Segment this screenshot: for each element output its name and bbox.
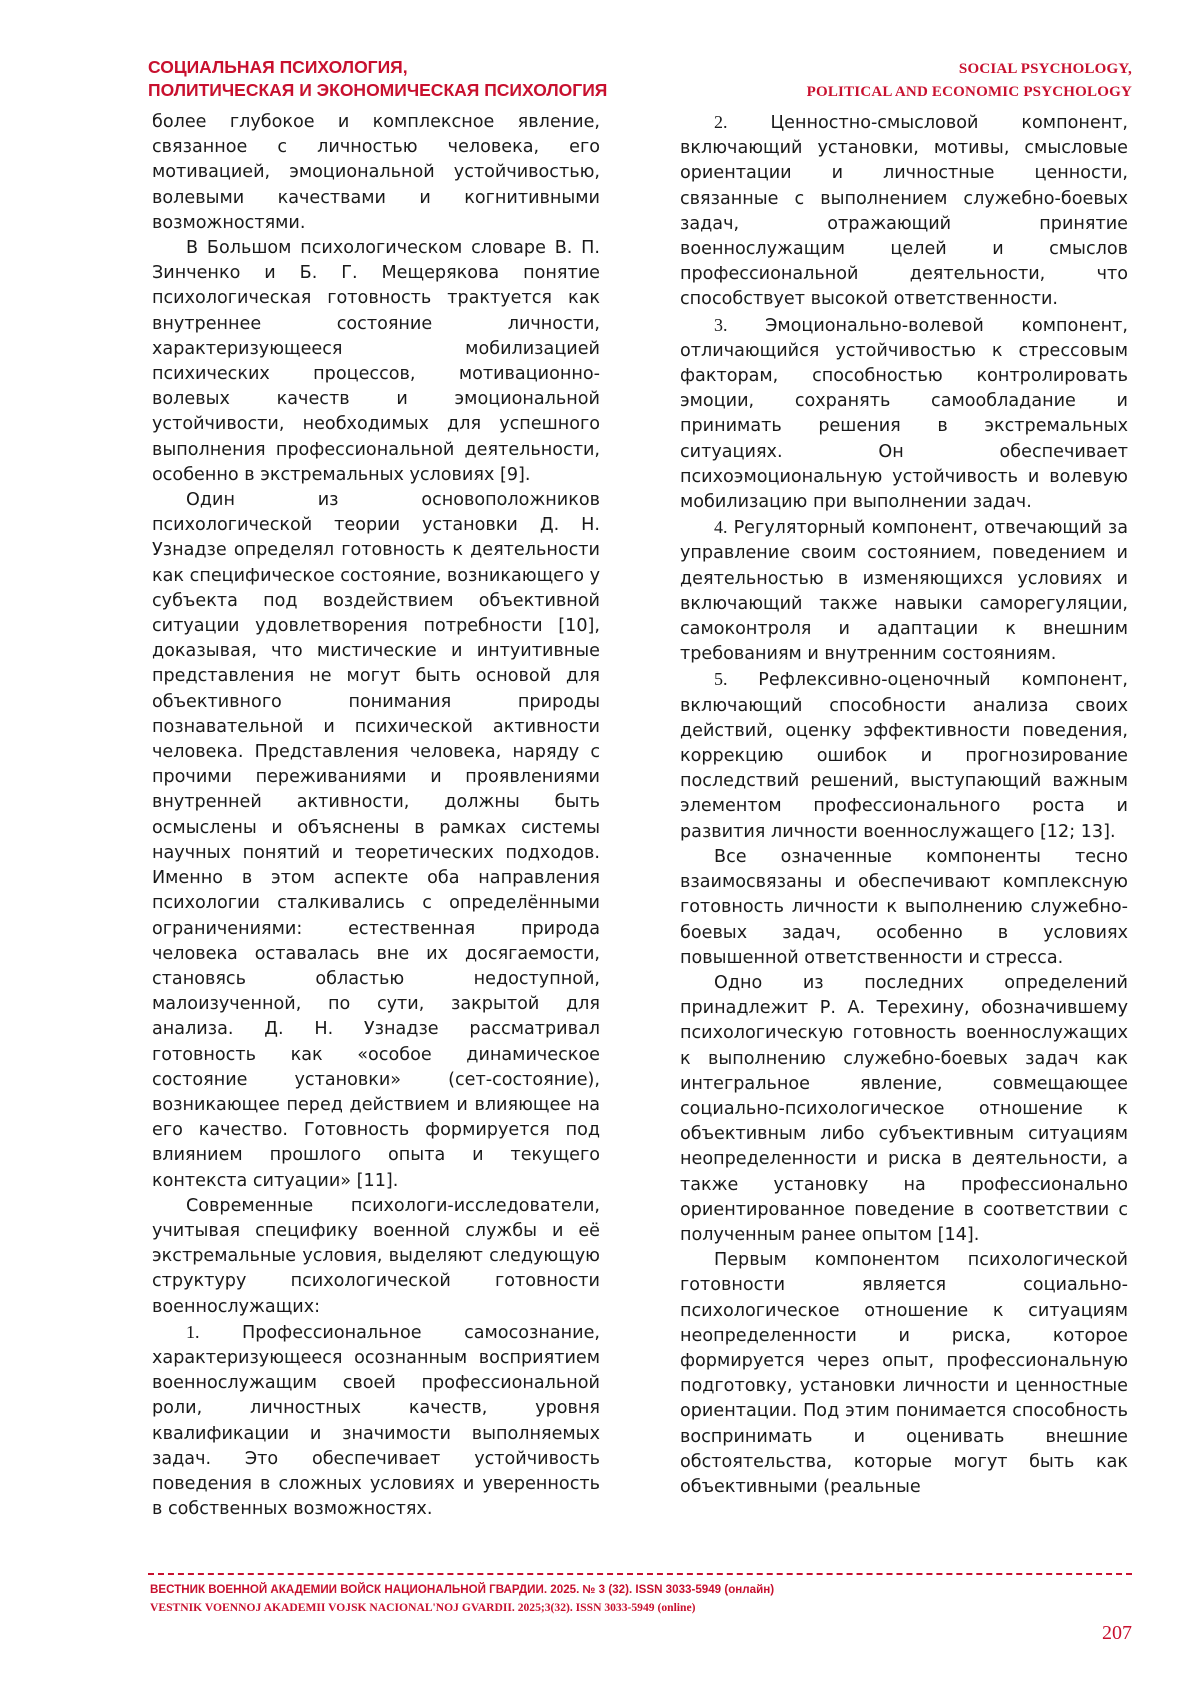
list-number: 2. xyxy=(714,112,728,132)
running-header-left xyxy=(148,56,607,102)
header-section-title-en-line1: SOCIAL PSYCHOLOGY, xyxy=(958,61,1132,77)
list-number: 5. xyxy=(714,669,728,690)
running-header-right xyxy=(807,58,1132,104)
paragraph xyxy=(152,236,600,488)
text-column-left xyxy=(152,110,600,1522)
paragraph-text: Рефлексивно-оценочный компонент, включающий способности анализа своих действий, оценку эффективности поведения, коррекцию ошибок и прогнозирование последствий решений, выступающий важным элементом профессионального роста и развития личности военнослужащего [12; 13]. xyxy=(680,670,1129,842)
paragraph xyxy=(152,110,600,236)
list-number: 4. xyxy=(714,517,728,538)
footer-divider xyxy=(148,1573,1132,1575)
paragraph-text: Профессиональное самосознание, характеризующееся осознанным восприятием военнослужащим своей профессиональной роли, личностных качеств, уровня квалификации и значимости выполняемых задач. Это обеспечивает устойчивость поведения в сложных условиях и уверенность в собственных возможностях. xyxy=(152,1322,601,1520)
paragraph xyxy=(152,1194,600,1320)
paragraph-text: Все означенные компоненты тесно взаимосвязаны и обеспечивают комплексную готовность личности к выполнению служебно-боевых задач, особенно в условиях повышенной ответственности и стресса. xyxy=(680,846,1128,968)
paragraph xyxy=(680,313,1128,516)
paragraph-text: Ценностно-смысловой компонент, включающий установки, мотивы, смысловые ориентации и личностные ценности, связанные с выполнением служебно-боевых задач, отражающий принятие военнослужащим целей и смыслов профессиональной деятельности, что способствует высокой ответственности. xyxy=(680,113,1129,310)
header-section-title-line1: СОЦИАЛЬНАЯ ПСИХОЛОГИЯ, xyxy=(148,57,408,77)
paragraph-text: Первым компонентом психологической готовности является социально-психологическое отношение к ситуациям неопределенности и риска, которое формируется через опыт, профессиональную подготовку, установки личности и ценностные ориентации. Под этим понимается способность воспринимать и оценивать внешние обстоятельства, которые могут быть как объективными (реальные xyxy=(680,1250,1128,1497)
paragraph xyxy=(680,971,1128,1248)
text-column-right xyxy=(680,110,1128,1500)
paragraph-text: более глубокое и комплексное явление, связанное с личностью человека, его мотивацией, эмоциональной устойчивостью, волевыми качествами и когнитивными возможностями. xyxy=(152,112,600,233)
footer-journal-en: VESTNIK VOENNOJ AKADEMII VOJSK NACIONAL'NOJ GVARDII. 2025;3(32). ISSN 3033-5949 (online) xyxy=(150,1601,696,1614)
page-number: 207 xyxy=(1102,1622,1132,1644)
list-number: 1. xyxy=(186,1321,200,1342)
paragraph xyxy=(680,667,1128,844)
paragraph-text: Современные психологи-исследователи, учитывая специфику военной службы и её экстремальные условия, выделяют следующую структуру психологической готовности военнослужащих: xyxy=(152,1195,600,1317)
paragraph xyxy=(680,110,1128,313)
paragraph xyxy=(152,488,600,1194)
paragraph xyxy=(680,515,1128,667)
paragraph-text: В Большом психологическом словаре В. П. Зинченко и Б. Г. Мещерякова понятие психологическая готовность трактуется как внутреннее состояние личности, характеризующееся мобилизацией психических процессов, мотивационно-волевых качеств и эмоциональной устойчивости, необходимых для успешного выполнения профессиональной деятельности, особенно в экстремальных условиях [9]. xyxy=(152,238,600,485)
paragraph-text: Регуляторный компонент, отвечающий за управление своим состоянием, поведением и деятельностью в изменяющихся условиях и включающий также навыки саморегуляции, самоконтроля и адаптации к внешним требованиям и внутренним состояниям. xyxy=(680,518,1129,665)
header-section-title-line2: ПОЛИТИЧЕСКАЯ И ЭКОНОМИЧЕСКАЯ ПСИХОЛОГИЯ xyxy=(148,80,608,100)
paragraph-text: Эмоционально-волевой компонент, отличающийся устойчивостью к стрессовым факторам, способностью контролировать эмоции, сохранять самообладание и принимать решения в экстремальных ситуациях. Он обеспечивает психоэмоциональную устойчивость и волевую мобилизацию при выполнении задач. xyxy=(680,315,1128,513)
paragraph-text: Один из основоположников психологической теории установки Д. Н. Узнадзе определял готовность к деятельности как специфическое состояние, возникающего у субъекта под воздействием объективной ситуации удовлетворения потребности [10], доказывая, что мистические и интуитивные представления не могут быть основой для объективного понимания природы познавательной и психической активности человека. Представления человека, наряду с прочими переживаниями и проявлениями внутренней активности, должны быть осмыслены и объяснены в рамках системы научных понятий и теоретических подходов. Именно в этом аспекте оба направления психологии сталкивались с определёнными ограничениями: естественная природа человека оставалась вне их досягаемости, становясь областью недоступной, малоизученной, по сути, закрытой для анализа. Д. Н. Узнадзе рассматривал готовность как «особое динамическое состояние установки» (сет-состояние), возникающее перед действием и влияющее на его качество. Готовность формируется под влиянием прошлого опыта и текущего контекста ситуации» [11]. xyxy=(152,490,600,1191)
header-section-title-en-line2: POLITICAL AND ECONOMIC PSYCHOLOGY xyxy=(806,84,1132,100)
paragraph xyxy=(152,1320,600,1523)
list-number: 3. xyxy=(714,314,728,335)
paragraph xyxy=(680,845,1128,971)
paragraph-text: Одно из последних определений принадлежит Р. А. Терехину, обозначившему психологическую готовность военнослужащих к выполнению служебно-боевых задач как интегральное явление, совмещающее социально-психологическое отношение к объективным либо субъективным ситуациям неопределенности и риска в деятельности, а также установку на профессионально ориентированное поведение в соответствии с полученным ранее опытом [14]. xyxy=(680,972,1128,1245)
paragraph xyxy=(680,1248,1128,1500)
footer-journal-ru: ВЕСТНИК ВОЕННОЙ АКАДЕМИИ ВОЙСК НАЦИОНАЛЬНОЙ ГВАРДИИ. 2025. № 3 (32). ISSN 3033-5949 (онлайн) xyxy=(150,1583,775,1596)
